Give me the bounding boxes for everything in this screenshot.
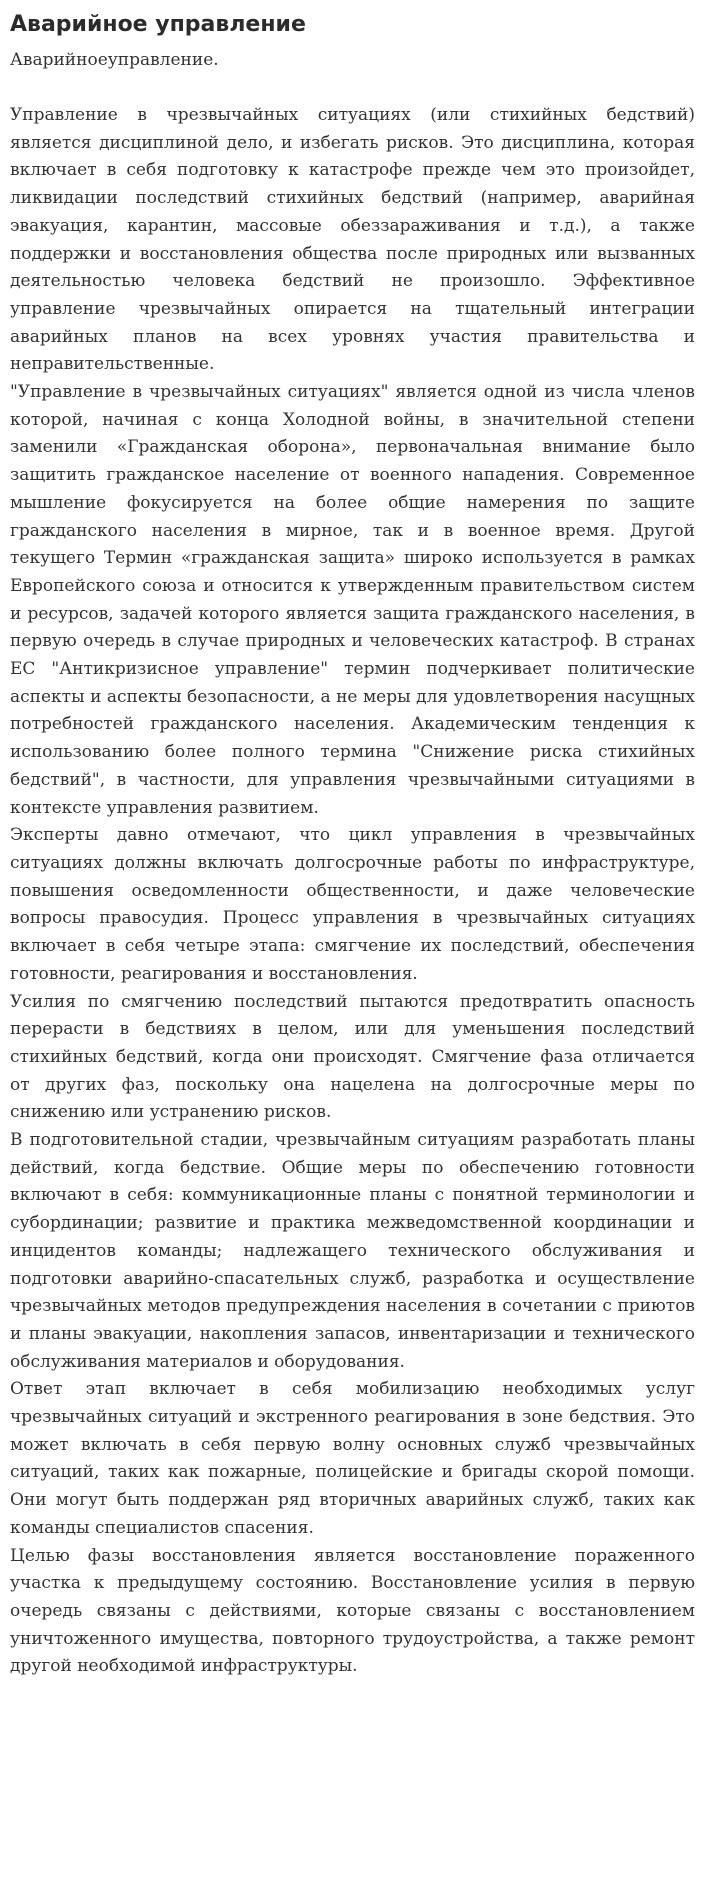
paragraph-definition: Управление в чрезвычайных ситуациях (или стихийных бедствий) является дисциплиной дело, и избегать рисков. Это дисциплина, которая включает в себя подготовку к катастрофе прежде чем это произойдет, ликвидации последствий стихийных бедствий (например, аварийная эвакуация, карантин, массовые обеззараживания и т.д.), а также поддержки и восстановления общества после природных или вызванных деятельностью человека бедствий не произошло. Эффективное управление чрезвычайных опирается на тщательный интеграции аварийных планов на всех уровнях участия правительства и неправительственные. <box>10 105 695 375</box>
paragraph-preparedness: В подготовительной стадии, чрезвычайным ситуациям разработать планы действий, когда бедствие. Общие меры по обеспечению готовности включают в себя: коммуникационные планы с понятной терминологии и субординации; развитие и практика межведомственной координации и инцидентов команды; надлежащего технического обслуживания и подготовки аварийно-спасательных служб, разработка и осуществление чрезвычайных методов предупреждения населения в сочетании с приютов и планы эвакуации, накопления запасов, инвентаризации и технического обслуживания материалов и оборудования. <box>10 1130 695 1372</box>
paragraph-response: Ответ этап включает в себя мобилизацию необходимых услуг чрезвычайных ситуаций и экстренного реагирования в зоне бедствия. Это может включать в себя первую волну основных служб чрезвычайных ситуаций, таких как пожарные, полицейские и бригады скорой помощи. Они могут быть поддержан ряд вторичных аварийных служб, таких как команды специалистов спасения. <box>10 1379 695 1538</box>
article-subtitle: Аварийноеуправление. <box>10 50 219 70</box>
paragraph-recovery: Целью фазы восстановления является восстановление пораженного участка к предыдущему состоянию. Восстановление усилия в первую очередь связаны с действиями, которые связаны с восстановлением уничтоженного имущества, повторного трудоустройства, а также ремонт другой необходимой инфраструктуры. <box>10 1545 695 1677</box>
paragraph-mitigation: Усилия по смягчению последствий пытаются предотвратить опасность перерасти в бедствиях в целом, или для уменьшения последствий стихийных бедствий, когда они происходят. Смягчение фаза отличается от других фаз, поскольку она нацелена на долгосрочные меры по снижению или устранению рисков. <box>10 991 695 1123</box>
blank-line <box>10 74 695 102</box>
paragraph-management-cycle: Эксперты давно отмечают, что цикл управления в чрезвычайных ситуациях должны включать долгосрочные работы по инфраструктуре, повышения осведомленности общественности, и даже человеческие вопросы правосудия. Процесс управления в чрезвычайных ситуациях включает в себя четыре этапа: смягчение их последствий, обеспечения готовности, реагирования и восстановления. <box>10 825 695 984</box>
paragraph-terminology: "Управление в чрезвычайных ситуациях" является одной из числа членов которой, начиная с конца Холодной войны, в значительной степени заменили «Гражданская оборона», первоначальная внимание было защитить гражданское население от военного нападения. Современное мышление фокусируется на более общие намерения по защите гражданского населения в мирное, так и в военное время. Другой текущего Термин «гражданская защита» широко используется в рамках Европейского союза и относится к утвержденным правительством систем и ресурсов, задачей которого является защита гражданского населения, в первую очередь в случае природных и человеческих катастроф. В странах ЕС "Антикризисное управление" термин подчеркивает политические аспекты и аспекты безопасности, а не меры для удовлетворения насущных потребностей гражданского населения. Академическим тенденция к использованию более полного термина "Снижение риска стихийных бедствий", в частности, для управления чрезвычайными ситуациями в контексте управления развитием. <box>10 382 695 818</box>
article-title: Аварийное управление <box>10 12 306 37</box>
